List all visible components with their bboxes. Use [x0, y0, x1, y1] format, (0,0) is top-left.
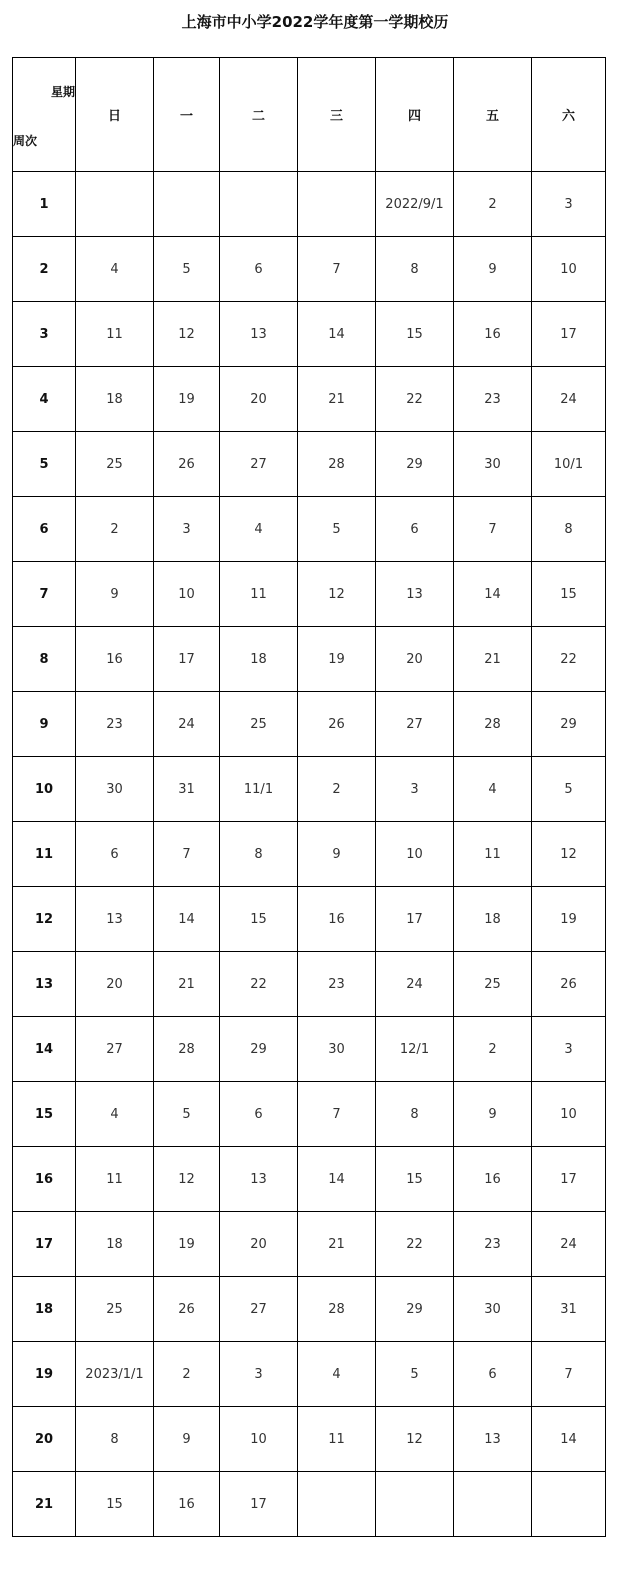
- week-number-cell: 8: [13, 627, 76, 692]
- date-cell: 26: [532, 952, 606, 1017]
- date-cell: 17: [376, 887, 454, 952]
- week-number-cell: 2: [13, 237, 76, 302]
- date-cell: 9: [454, 1082, 532, 1147]
- date-cell: 2: [454, 172, 532, 237]
- date-cell: 14: [298, 1147, 376, 1212]
- date-cell: 8: [532, 497, 606, 562]
- date-cell: 24: [532, 367, 606, 432]
- date-cell: 14: [154, 887, 220, 952]
- corner-header: [13, 58, 76, 172]
- header-row: [13, 58, 606, 172]
- date-cell: 3: [220, 1342, 298, 1407]
- date-cell: 8: [220, 822, 298, 887]
- date-cell: 15: [76, 1472, 154, 1537]
- date-cell: 3: [532, 172, 606, 237]
- date-cell: 25: [76, 1277, 154, 1342]
- date-cell: 24: [532, 1212, 606, 1277]
- date-cell: 11: [76, 1147, 154, 1212]
- date-cell: 7: [532, 1342, 606, 1407]
- week-number-cell: 20: [13, 1407, 76, 1472]
- day-header-tue: 二: [220, 58, 298, 172]
- date-cell: 30: [454, 1277, 532, 1342]
- date-cell: 14: [298, 302, 376, 367]
- date-cell: 16: [454, 302, 532, 367]
- table-row: [13, 1407, 606, 1472]
- date-cell: 17: [532, 1147, 606, 1212]
- week-number-cell: 3: [13, 302, 76, 367]
- date-cell: 5: [532, 757, 606, 822]
- date-cell: 29: [220, 1017, 298, 1082]
- date-cell: 6: [220, 237, 298, 302]
- date-cell: 6: [76, 822, 154, 887]
- table-row: [13, 757, 606, 822]
- date-cell: 2: [154, 1342, 220, 1407]
- date-cell: 28: [454, 692, 532, 757]
- date-cell: 12: [298, 562, 376, 627]
- date-cell: 4: [76, 237, 154, 302]
- week-number-cell: 5: [13, 432, 76, 497]
- date-cell: 16: [76, 627, 154, 692]
- date-cell: [376, 1472, 454, 1537]
- date-cell: 25: [76, 432, 154, 497]
- calendar-body: [13, 172, 606, 1537]
- date-cell: 5: [154, 237, 220, 302]
- week-number-cell: 6: [13, 497, 76, 562]
- date-cell: 18: [220, 627, 298, 692]
- date-cell: 10: [220, 1407, 298, 1472]
- date-cell: 3: [376, 757, 454, 822]
- date-cell: 21: [298, 1212, 376, 1277]
- date-cell: 5: [376, 1342, 454, 1407]
- date-cell: 31: [532, 1277, 606, 1342]
- date-cell: 11: [298, 1407, 376, 1472]
- week-number-cell: 13: [13, 952, 76, 1017]
- date-cell: 2: [454, 1017, 532, 1082]
- date-cell: 30: [76, 757, 154, 822]
- date-cell: 13: [220, 1147, 298, 1212]
- date-cell: 22: [376, 367, 454, 432]
- date-cell: 22: [532, 627, 606, 692]
- date-cell: [298, 172, 376, 237]
- table-row: [13, 432, 606, 497]
- date-cell: 9: [454, 237, 532, 302]
- date-cell: [220, 172, 298, 237]
- date-cell: 7: [454, 497, 532, 562]
- date-cell: 3: [154, 497, 220, 562]
- table-row: [13, 692, 606, 757]
- date-cell: 27: [220, 432, 298, 497]
- table-row: [13, 952, 606, 1017]
- day-header-sat: 六: [532, 58, 606, 172]
- date-cell: 19: [154, 1212, 220, 1277]
- date-cell: 25: [454, 952, 532, 1017]
- date-cell: 29: [532, 692, 606, 757]
- date-cell: 12: [154, 302, 220, 367]
- date-cell: 8: [76, 1407, 154, 1472]
- date-cell: 7: [298, 237, 376, 302]
- date-cell: 27: [76, 1017, 154, 1082]
- date-cell: 28: [298, 1277, 376, 1342]
- day-header-mon: 一: [154, 58, 220, 172]
- date-cell: 2022/9/1: [376, 172, 454, 237]
- week-number-cell: 12: [13, 887, 76, 952]
- date-cell: 19: [154, 367, 220, 432]
- date-cell: 26: [154, 432, 220, 497]
- date-cell: 24: [376, 952, 454, 1017]
- date-cell: 23: [454, 367, 532, 432]
- week-number-cell: 18: [13, 1277, 76, 1342]
- date-cell: 4: [298, 1342, 376, 1407]
- date-cell: 25: [220, 692, 298, 757]
- date-cell: 18: [76, 367, 154, 432]
- date-cell: 10: [532, 1082, 606, 1147]
- table-row: [13, 887, 606, 952]
- date-cell: 20: [76, 952, 154, 1017]
- date-cell: 27: [376, 692, 454, 757]
- date-cell: 6: [220, 1082, 298, 1147]
- date-cell: 17: [154, 627, 220, 692]
- date-cell: 23: [298, 952, 376, 1017]
- day-header-sun: 日: [76, 58, 154, 172]
- table-row: [13, 302, 606, 367]
- page-title: 上海市中小学2022学年度第一学期校历: [181, 13, 449, 31]
- date-cell: [454, 1472, 532, 1537]
- week-number-cell: 15: [13, 1082, 76, 1147]
- table-row: [13, 627, 606, 692]
- week-number-cell: 19: [13, 1342, 76, 1407]
- date-cell: 7: [298, 1082, 376, 1147]
- date-cell: 11: [76, 302, 154, 367]
- date-cell: 15: [376, 1147, 454, 1212]
- date-cell: 4: [454, 757, 532, 822]
- date-cell: 6: [376, 497, 454, 562]
- date-cell: 31: [154, 757, 220, 822]
- date-cell: 28: [154, 1017, 220, 1082]
- date-cell: 4: [220, 497, 298, 562]
- date-cell: 30: [298, 1017, 376, 1082]
- date-cell: 13: [220, 302, 298, 367]
- date-cell: 10: [532, 237, 606, 302]
- date-cell: 3: [532, 1017, 606, 1082]
- table-row: [13, 1277, 606, 1342]
- date-cell: 18: [454, 887, 532, 952]
- week-number-cell: 10: [13, 757, 76, 822]
- date-cell: 21: [454, 627, 532, 692]
- date-cell: 20: [220, 367, 298, 432]
- date-cell: 14: [532, 1407, 606, 1472]
- date-cell: 12/1: [376, 1017, 454, 1082]
- date-cell: 11: [220, 562, 298, 627]
- day-header-thu: 四: [376, 58, 454, 172]
- week-number-corner-label: 周次: [13, 134, 38, 148]
- date-cell: 22: [220, 952, 298, 1017]
- date-cell: 5: [154, 1082, 220, 1147]
- date-cell: 10/1: [532, 432, 606, 497]
- date-cell: 30: [454, 432, 532, 497]
- table-row: [13, 237, 606, 302]
- date-cell: 2: [298, 757, 376, 822]
- week-number-cell: 7: [13, 562, 76, 627]
- date-cell: 13: [376, 562, 454, 627]
- date-cell: 27: [220, 1277, 298, 1342]
- table-row: [13, 1147, 606, 1212]
- date-cell: 2: [76, 497, 154, 562]
- week-number-cell: 4: [13, 367, 76, 432]
- date-cell: 15: [532, 562, 606, 627]
- date-cell: 23: [454, 1212, 532, 1277]
- weekday-corner-label: 星期: [50, 85, 75, 99]
- date-cell: 13: [454, 1407, 532, 1472]
- week-number-cell: 21: [13, 1472, 76, 1537]
- date-cell: 10: [376, 822, 454, 887]
- week-number-cell: 1: [13, 172, 76, 237]
- week-number-cell: 17: [13, 1212, 76, 1277]
- table-row: [13, 1472, 606, 1537]
- table-row: [13, 562, 606, 627]
- date-cell: 20: [220, 1212, 298, 1277]
- table-row: [13, 1342, 606, 1407]
- table-row: [13, 822, 606, 887]
- date-cell: 16: [154, 1472, 220, 1537]
- week-number-cell: 11: [13, 822, 76, 887]
- week-number-cell: 14: [13, 1017, 76, 1082]
- date-cell: 7: [154, 822, 220, 887]
- day-header-wed: 三: [298, 58, 376, 172]
- day-header-fri: 五: [454, 58, 532, 172]
- date-cell: 6: [454, 1342, 532, 1407]
- date-cell: 23: [76, 692, 154, 757]
- date-cell: 9: [298, 822, 376, 887]
- table-row: [13, 367, 606, 432]
- date-cell: 16: [454, 1147, 532, 1212]
- date-cell: [76, 172, 154, 237]
- date-cell: 8: [376, 237, 454, 302]
- table-row: [13, 172, 606, 237]
- table-row: [13, 497, 606, 562]
- date-cell: 11/1: [220, 757, 298, 822]
- date-cell: 20: [376, 627, 454, 692]
- date-cell: 12: [532, 822, 606, 887]
- week-number-cell: 16: [13, 1147, 76, 1212]
- date-cell: 26: [298, 692, 376, 757]
- date-cell: 17: [532, 302, 606, 367]
- table-row: [13, 1212, 606, 1277]
- date-cell: [298, 1472, 376, 1537]
- date-cell: 9: [154, 1407, 220, 1472]
- date-cell: 14: [454, 562, 532, 627]
- date-cell: 4: [76, 1082, 154, 1147]
- date-cell: 17: [220, 1472, 298, 1537]
- date-cell: 18: [76, 1212, 154, 1277]
- date-cell: 12: [376, 1407, 454, 1472]
- date-cell: 10: [154, 562, 220, 627]
- date-cell: 13: [76, 887, 154, 952]
- week-number-cell: 9: [13, 692, 76, 757]
- date-cell: [532, 1472, 606, 1537]
- date-cell: [154, 172, 220, 237]
- date-cell: 21: [298, 367, 376, 432]
- date-cell: 5: [298, 497, 376, 562]
- table-row: [13, 1082, 606, 1147]
- date-cell: 24: [154, 692, 220, 757]
- date-cell: 28: [298, 432, 376, 497]
- date-cell: 11: [454, 822, 532, 887]
- date-cell: 19: [532, 887, 606, 952]
- school-calendar-table: [12, 57, 606, 1537]
- date-cell: 12: [154, 1147, 220, 1212]
- date-cell: 15: [220, 887, 298, 952]
- date-cell: 15: [376, 302, 454, 367]
- date-cell: 19: [298, 627, 376, 692]
- date-cell: 21: [154, 952, 220, 1017]
- date-cell: 26: [154, 1277, 220, 1342]
- date-cell: 8: [376, 1082, 454, 1147]
- date-cell: 2023/1/1: [76, 1342, 154, 1407]
- date-cell: 29: [376, 1277, 454, 1342]
- table-row: [13, 1017, 606, 1082]
- date-cell: 16: [298, 887, 376, 952]
- date-cell: 22: [376, 1212, 454, 1277]
- date-cell: 29: [376, 432, 454, 497]
- date-cell: 9: [76, 562, 154, 627]
